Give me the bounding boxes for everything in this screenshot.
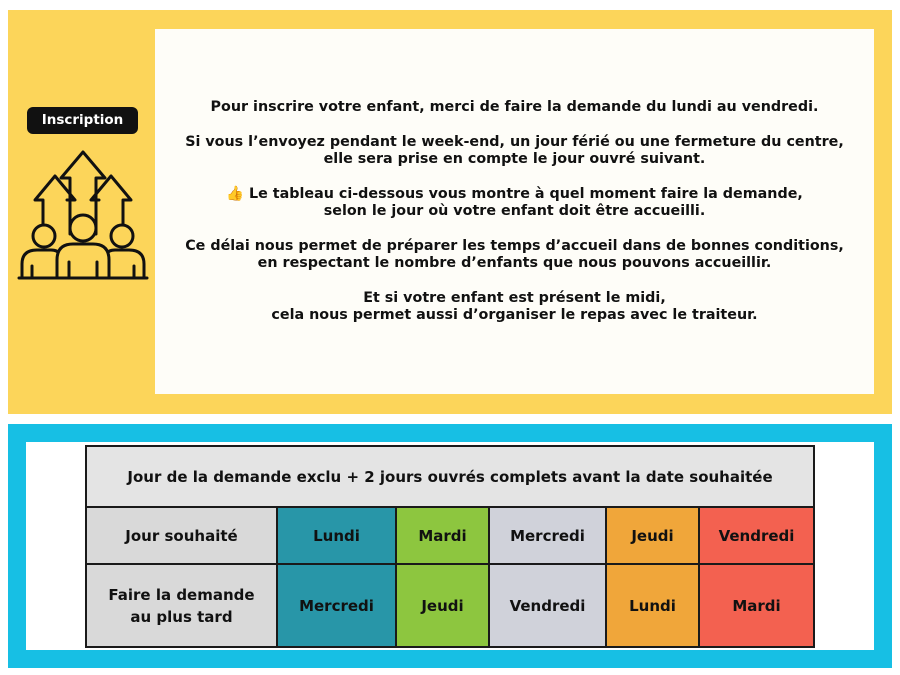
- deadline-cell-for-jeudi: Lundi: [606, 564, 699, 647]
- table-header: Jour de la demande exclu + 2 jours ouvrés complets avant la date souhaitée: [86, 446, 814, 507]
- day-cell-vendredi: Vendredi: [699, 507, 814, 564]
- table-header-row: [86, 446, 814, 507]
- thumbs-up-icon: 👍: [226, 186, 244, 202]
- info-paragraph-3: [226, 186, 803, 220]
- info-paragraph-4: [185, 238, 844, 272]
- info-paragraph-2: [185, 134, 844, 168]
- info-line: Ce délai nous permet de préparer les temps d’accueil dans de bonnes conditions,: [185, 238, 844, 254]
- people-growth-arrows-icon: [17, 146, 149, 280]
- info-line: Pour inscrire votre enfant, merci de faire la demande du lundi au vendredi.: [210, 99, 819, 115]
- deadline-cell-for-lundi: Mercredi: [277, 564, 396, 647]
- info-line: Et si votre enfant est présent le midi,: [363, 290, 666, 306]
- row-label-deadline: [86, 564, 277, 647]
- row-label-line: au plus tard: [130, 607, 233, 626]
- info-line: cela nous permet aussi d’organiser le repas avec le traiteur.: [271, 307, 758, 323]
- info-line: Si vous l’envoyez pendant le week-end, un jour férié ou une fermeture du centre,: [185, 134, 844, 150]
- row-label-desired-day: Jour souhaité: [86, 507, 277, 564]
- table-row-desired-day: [86, 507, 814, 564]
- deadline-cell-for-mardi: Jeudi: [396, 564, 489, 647]
- info-line: elle sera prise en compte le jour ouvré suivant.: [323, 151, 706, 167]
- day-cell-mercredi: Mercredi: [489, 507, 606, 564]
- deadline-cell-for-vendredi: Mardi: [699, 564, 814, 647]
- schedule-table: [85, 445, 815, 648]
- info-paragraph-5: [271, 290, 757, 324]
- day-cell-lundi: Lundi: [277, 507, 396, 564]
- info-line-text: Le tableau ci-dessous vous montre à quel moment faire la demande,: [248, 186, 803, 202]
- info-line: selon le jour où votre enfant doit être accueilli.: [323, 203, 706, 219]
- deadline-cell-for-mercredi: Vendredi: [489, 564, 606, 647]
- info-line: en respectant le nombre d’enfants que nous pouvons accueillir.: [257, 255, 772, 271]
- table-row-deadline: [86, 564, 814, 647]
- info-paragraph-1: [211, 99, 819, 116]
- day-cell-mardi: Mardi: [396, 507, 489, 564]
- info-box: [155, 29, 874, 394]
- inscription-badge: Inscription: [27, 107, 138, 134]
- info-line: [226, 186, 803, 203]
- row-label-line: Faire la demande: [108, 585, 255, 604]
- day-cell-jeudi: Jeudi: [606, 507, 699, 564]
